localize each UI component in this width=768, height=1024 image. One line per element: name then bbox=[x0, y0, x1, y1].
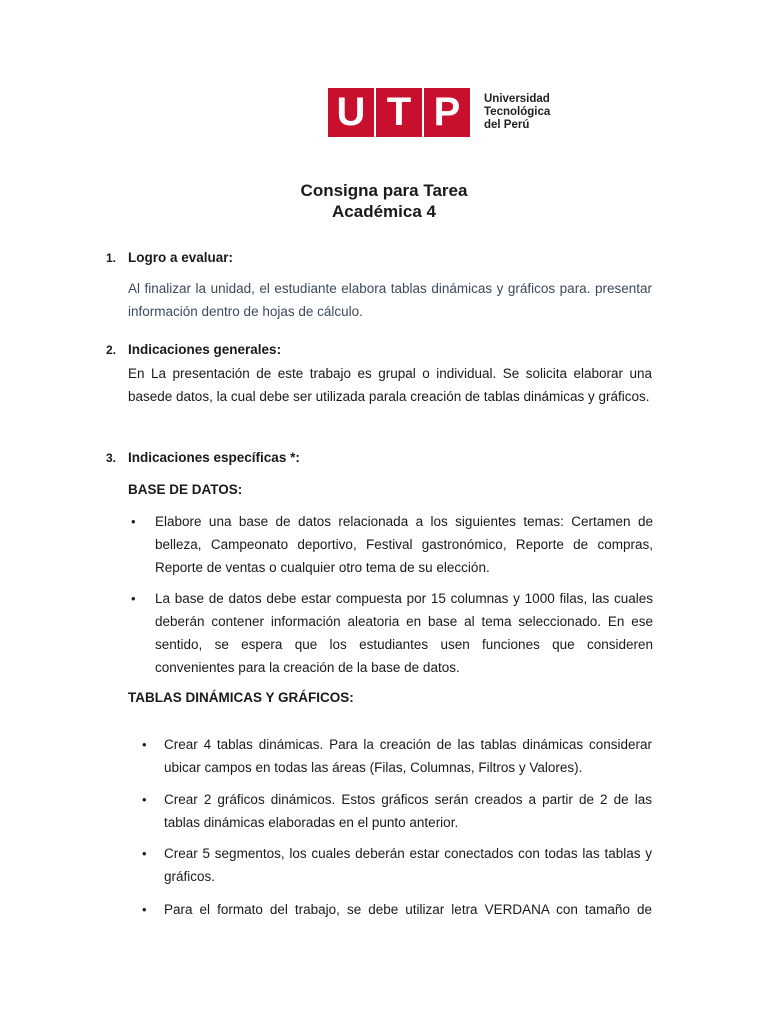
section-heading-logro bbox=[106, 250, 233, 265]
list-item bbox=[131, 587, 653, 679]
list-item-text: La base de datos debe estar compuesta por 15 columnas y 1000 filas, las cuales deberán contener información aleatoria en base al tema seleccionado. En ese sentido, se espera que los estudiantes usen funciones que consideren convenientes para la creación de la base de datos. bbox=[155, 591, 653, 675]
section-title: Indicaciones generales: bbox=[128, 342, 282, 357]
logo-text-line: del Perú bbox=[484, 119, 530, 131]
list-item-text: Elabore una base de datos relacionada a los siguientes temas: Certamen de belleza, Campeonato deportivo, Festival gastronómico, Reporte de compras, Reporte de ventas o cualquier otro tema de su elección. bbox=[155, 514, 653, 575]
utp-logo bbox=[328, 88, 550, 137]
document-title bbox=[0, 180, 768, 222]
section-number: 3. bbox=[106, 451, 117, 465]
bullet-icon: • bbox=[142, 902, 147, 917]
logo-university-name bbox=[484, 93, 550, 132]
list-item bbox=[142, 733, 652, 779]
bullet-icon: • bbox=[142, 846, 147, 861]
bullet-icon: • bbox=[131, 591, 136, 606]
section-heading-generales bbox=[106, 342, 281, 357]
bullet-icon: • bbox=[142, 737, 147, 752]
base-datos-heading: BASE DE DATOS: bbox=[128, 482, 243, 497]
bullet-icon: • bbox=[142, 792, 147, 807]
list-item bbox=[131, 510, 653, 579]
title-line-2: Académica 4 bbox=[332, 202, 436, 221]
title-line-1: Consigna para Tarea bbox=[300, 181, 468, 200]
list-item-text: Crear 5 segmentos, los cuales deberán estar conectados con todas las tablas y gráficos. bbox=[164, 846, 652, 884]
list-item-text: Para el formato del trabajo, se debe utilizar letra VERDANA con tamaño de bbox=[164, 902, 652, 917]
list-item bbox=[142, 898, 652, 921]
section-title: Indicaciones específicas *: bbox=[128, 450, 300, 465]
list-item-text: Crear 4 tablas dinámicas. Para la creación de las tablas dinámicas considerar ubicar campos en todas las áreas (Filas, Columnas, Filtros y Valores). bbox=[164, 737, 652, 775]
section-number: 2. bbox=[106, 343, 117, 357]
logo-text-line: Tecnológica bbox=[484, 106, 551, 118]
tablas-heading: TABLAS DINÁMICAS Y GRÁFICOS: bbox=[128, 690, 354, 705]
section-number: 1. bbox=[106, 251, 117, 265]
logo-text-line: Universidad bbox=[484, 93, 550, 105]
list-item bbox=[142, 788, 652, 834]
section-heading-especificas bbox=[106, 450, 300, 465]
logo-letter-p: P bbox=[424, 88, 470, 137]
logo-letter-t: T bbox=[376, 88, 422, 137]
generales-paragraph: En La presentación de este trabajo es grupal o individual. Se solicita elaborar una basede datos, la cual debe ser utilizada parala creación de tablas dinámicas y gráficos. bbox=[128, 366, 652, 404]
bullet-icon: • bbox=[131, 514, 136, 529]
section-title: Logro a evaluar: bbox=[128, 250, 234, 265]
logro-paragraph: Al finalizar la unidad, el estudiante elabora tablas dinámicas y gráficos para. presentar información dentro de hojas de cálculo. bbox=[128, 281, 652, 319]
list-item-text: Crear 2 gráficos dinámicos. Estos gráficos serán creados a partir de 2 de las tablas dinámicas elaboradas en el punto anterior. bbox=[164, 792, 652, 830]
list-item bbox=[142, 842, 652, 888]
logo-letter-u: U bbox=[328, 88, 374, 137]
